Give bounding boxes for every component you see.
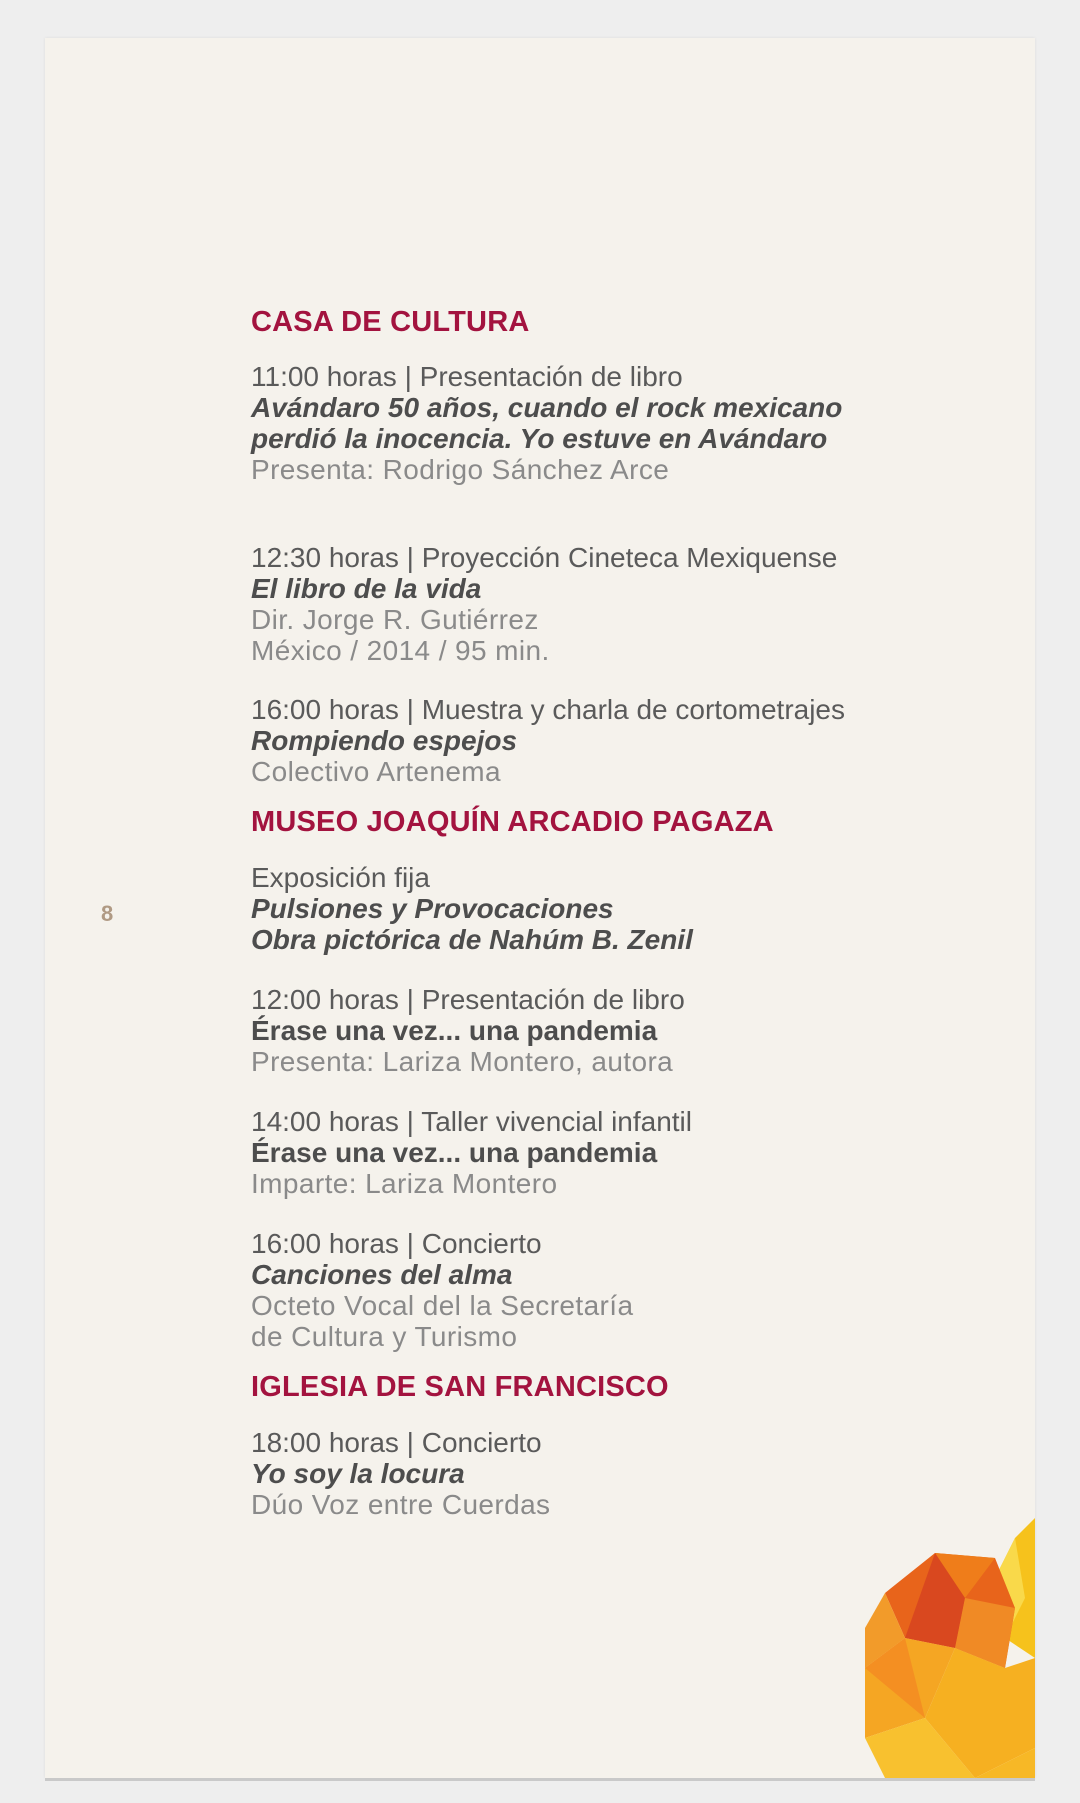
event-title: Avándaro 50 años, cuando el rock mexicano (251, 392, 843, 423)
event-detail: de Cultura y Turismo (251, 1321, 518, 1352)
event-item (251, 1427, 1011, 1520)
event-detail: Presenta: Lariza Montero, autora (251, 1046, 674, 1077)
event-title: Canciones del alma (251, 1259, 513, 1290)
event-item (251, 984, 1011, 1077)
decorative-flower-graphic (865, 1518, 1035, 1778)
event-detail: Presenta: Rodrigo Sánchez Arce (251, 454, 670, 485)
event-item (251, 361, 1011, 485)
event-item (251, 1106, 1011, 1199)
event-meta: 18:00 horas | Concierto (251, 1427, 542, 1458)
section-title-casa-de-cultura: CASA DE CULTURA (251, 306, 530, 338)
event-detail: Colectivo Artenema (251, 756, 501, 787)
event-detail: México / 2014 / 95 min. (251, 635, 550, 666)
event-item (251, 1228, 1011, 1352)
page-edge-shadow (45, 1778, 1035, 1781)
event-meta: 12:00 horas | Presentación de libro (251, 984, 685, 1015)
event-meta: 16:00 horas | Concierto (251, 1228, 542, 1259)
event-detail: Dúo Voz entre Cuerdas (251, 1489, 551, 1520)
program-content (251, 268, 1011, 1520)
event-meta: 12:30 horas | Proyección Cineteca Mexiquense (251, 542, 838, 573)
event-meta: 14:00 horas | Taller vivencial infantil (251, 1106, 692, 1137)
event-title: Obra pictórica de Nahúm B. Zenil (251, 924, 693, 955)
event-detail: Dir. Jorge R. Gutiérrez (251, 604, 539, 635)
event-title: Érase una vez... una pandemia (251, 1015, 658, 1046)
event-meta: Exposición fija (251, 862, 430, 893)
section-title-museo-joaquin-arcadio-pagaza: MUSEO JOAQUÍN ARCADIO PAGAZA (251, 806, 774, 838)
event-detail: Octeto Vocal del la Secretaría (251, 1290, 634, 1321)
program-page (45, 38, 1035, 1778)
event-meta: 16:00 horas | Muestra y charla de cortometrajes (251, 694, 846, 725)
page-number: 8 (101, 901, 114, 926)
event-item (251, 862, 1011, 955)
event-title: Érase una vez... una pandemia (251, 1137, 658, 1168)
event-title: Rompiendo espejos (251, 725, 518, 756)
section-title-iglesia-de-san-francisco: IGLESIA DE SAN FRANCISCO (251, 1371, 669, 1403)
event-title: El libro de la vida (251, 573, 482, 604)
event-meta: 11:00 horas | Presentación de libro (251, 361, 683, 392)
event-item (251, 694, 1011, 787)
event-item (251, 542, 1011, 666)
event-title: Yo soy la locura (251, 1458, 465, 1489)
event-title: perdió la inocencia. Yo estuve en Avándaro (251, 423, 828, 454)
event-detail: Imparte: Lariza Montero (251, 1168, 558, 1199)
event-title: Pulsiones y Provocaciones (251, 893, 614, 924)
